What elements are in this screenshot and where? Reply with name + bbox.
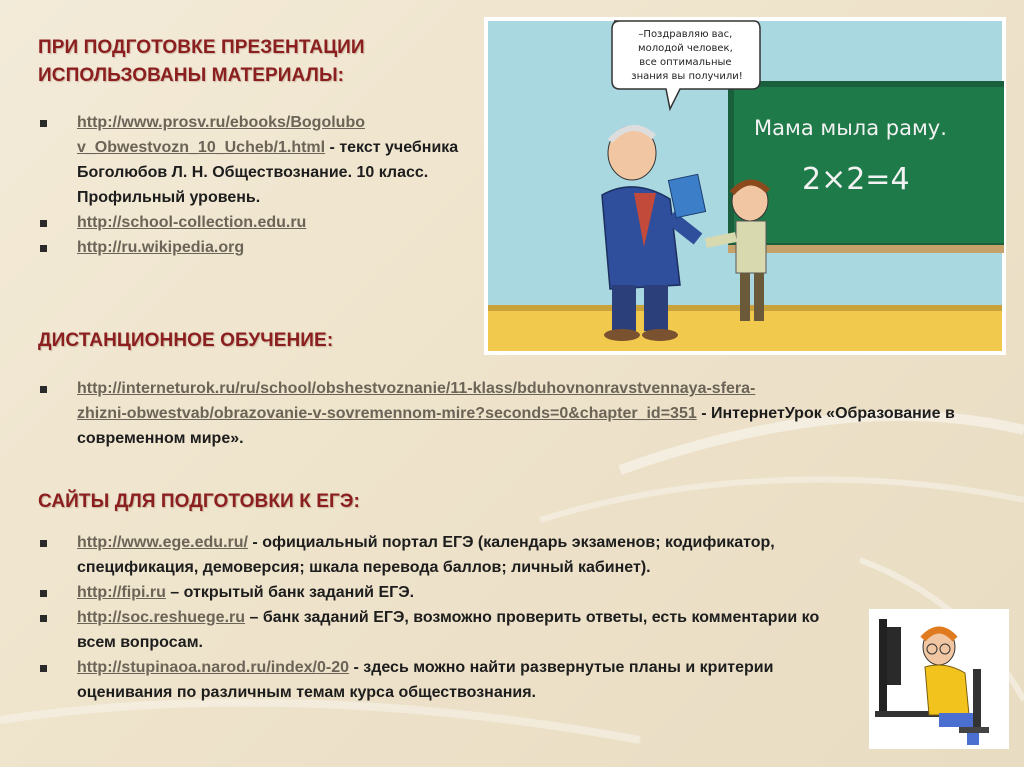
link-prosv-line2: v_Obwestvozn_10_Ucheb/1.html (77, 139, 326, 156)
list-item-text: - здесь можно найти развернутые планы и критерии оценивания по различным темам курса обществознания. (77, 659, 774, 701)
board-text-line2: 2×2=4 (802, 162, 910, 197)
bullet-icon (40, 245, 47, 252)
list-item-text: - официальный портал ЕГЭ (календарь экзаменов; кодификатор, спецификация, демоверсия; шкала перевода баллов; личный кабинет). (77, 534, 775, 576)
bullet-icon (40, 540, 47, 547)
link-interneturok[interactable] (77, 380, 755, 422)
link-school-collection[interactable]: http://school-collection.edu.ru (77, 214, 307, 231)
bullet-icon (40, 220, 47, 227)
list-item (40, 580, 850, 605)
heading-materials-line2: ИСПОЛЬЗОВАНЫ МАТЕРИАЛЫ: (38, 65, 345, 86)
materials-list (40, 110, 465, 260)
list-item-text: – банк заданий ЕГЭ, возможно проверить ответы, есть комментарии ко всем вопросам. (77, 609, 820, 651)
student-computer-cartoon (869, 609, 1009, 749)
link-interneturok-line1: http://interneturok.ru/ru/school/obshestvoznanie/11-klass/bduhovnonravstvennaya-sfera- (77, 380, 756, 397)
teacher-student-cartoon (484, 17, 1006, 355)
heading-distance-learning: ДИСТАНЦИОННОЕ ОБУЧЕНИЕ: (38, 330, 334, 351)
bullet-icon (40, 665, 47, 672)
link-stupinaoa[interactable]: http://stupinaoa.narod.ru/index/0-20 (77, 659, 350, 676)
list-item (40, 605, 850, 655)
board-text-line1: Мама мыла раму. (754, 116, 947, 140)
speech-line1: –Поздравляю вас, (638, 29, 733, 40)
link-ege-edu[interactable]: http://www.ege.edu.ru/ (77, 534, 248, 551)
link-interneturok-line2: zhizni-obwestvab/obrazovanie-v-sovremennom-mire?seconds=0&chapter_id=351 (77, 405, 697, 422)
list-item (40, 376, 1000, 451)
list-item (40, 235, 465, 260)
bullet-icon (40, 590, 47, 597)
link-reshuege[interactable]: http://soc.reshuege.ru (77, 609, 246, 626)
heading-ege-sites: САЙТЫ ДЛЯ ПОДГОТОВКИ К ЕГЭ: (38, 491, 360, 512)
ege-list (40, 530, 850, 705)
link-prosv[interactable] (77, 114, 365, 156)
list-item-text: - ИнтернетУрок «Образование в современном мире». (77, 405, 955, 447)
speech-line2: молодой человек, (638, 43, 733, 54)
heading-materials-line1: ПРИ ПОДГОТОВКЕ ПРЕЗЕНТАЦИИ (38, 37, 365, 58)
bullet-icon (40, 615, 47, 622)
distance-list (40, 376, 1000, 451)
list-item (40, 530, 850, 580)
list-item (40, 110, 465, 210)
heading-materials (38, 34, 365, 90)
link-wikipedia[interactable]: http://ru.wikipedia.org (77, 239, 245, 256)
list-item-text: – открытый банк заданий ЕГЭ. (165, 584, 415, 601)
bullet-icon (40, 386, 47, 393)
list-item (40, 210, 465, 235)
bullet-icon (40, 120, 47, 127)
speech-line4: знания вы получили! (631, 71, 743, 82)
list-item (40, 655, 850, 705)
link-fipi[interactable]: http://fipi.ru (77, 584, 166, 601)
speech-line3: все оптимальные (639, 57, 732, 68)
list-item-text: - текст учебника Боголюбов Л. Н. Обществознание. 10 класс. Профильный уровень. (77, 139, 459, 206)
link-prosv-line1: http://www.prosv.ru/ebooks/Bogolubo (77, 114, 365, 131)
